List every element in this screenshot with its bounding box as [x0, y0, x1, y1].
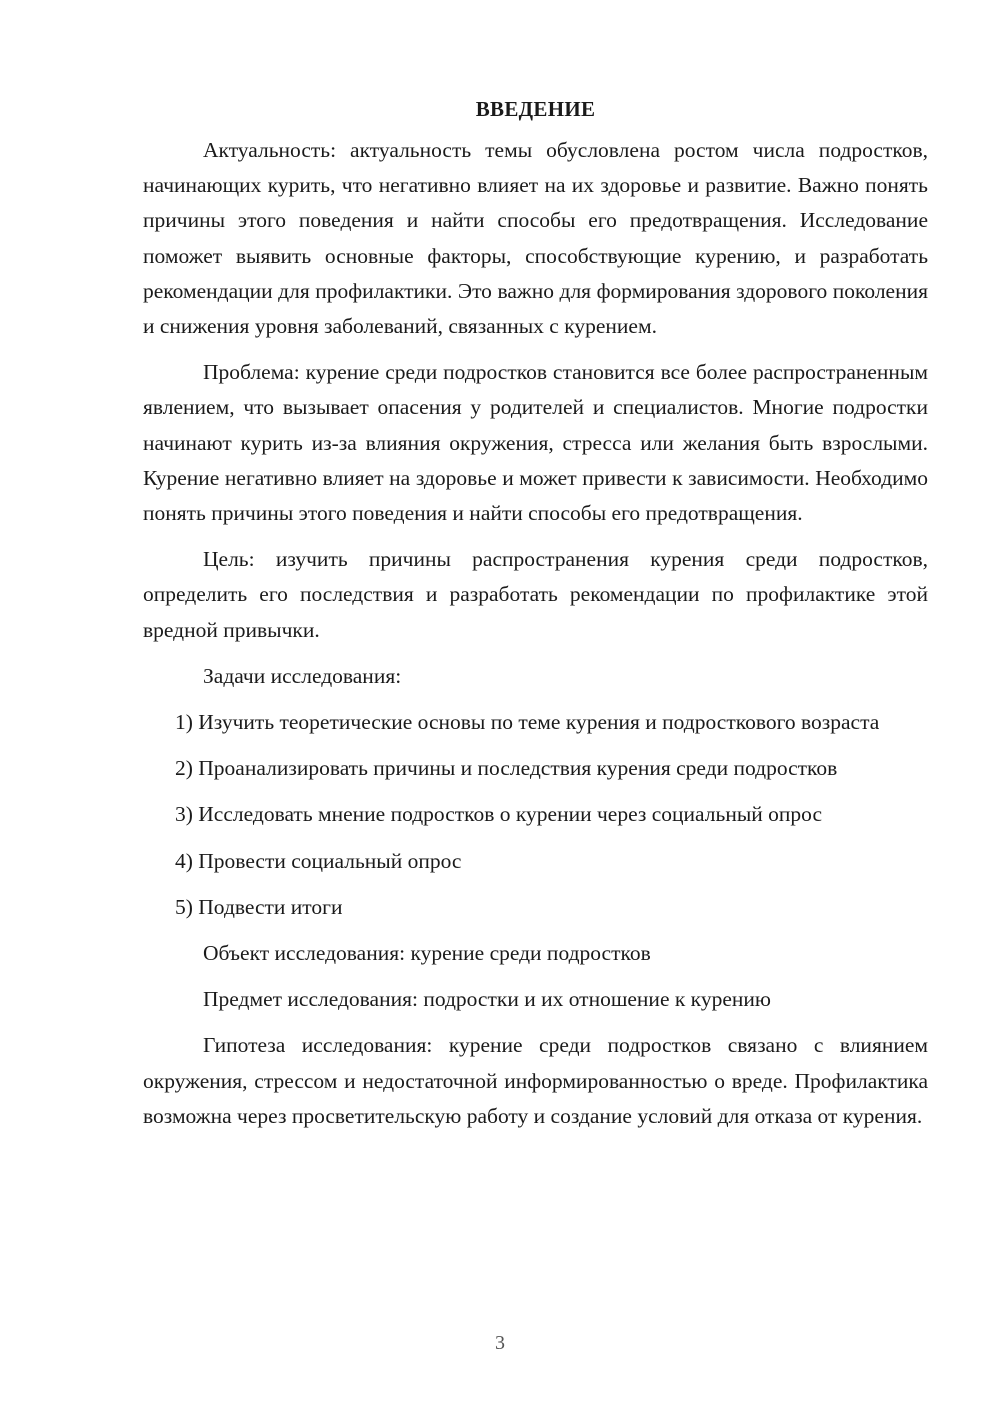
task-item: 2) Проанализировать причины и последствия курения среди подростков: [175, 756, 838, 781]
task-item: 1) Изучить теоретические основы по теме курения и подросткового возраста: [175, 710, 880, 735]
problem-paragraph: Проблема: курение среди подростков становится все более распространенным явлением, что вызывает опасения у родителей и специалистов. Многие подростки начинают курить из-за влияния окружения, стресса или желания быть взрослыми. Курение негативно влияет на здоровье и может привести к зависимости. Необходимо понять причины этого поведения и найти способы его предотвращения.: [143, 360, 928, 526]
relevance-paragraph: Актуальность: актуальность темы обусловлена ростом числа подростков, начинающих курить, что негативно влияет на их здоровье и развитие. Важно понять причины этого поведения и найти способы его предотвращения. Исследование поможет выявить основные факторы, способствующие курению, и разработать рекомендации для профилактики. Это важно для формирования здорового поколения и снижения уровня заболеваний, связанных с курением.: [143, 138, 928, 339]
page-content: [143, 92, 928, 1134]
task-item: 4) Провести социальный опрос: [175, 848, 462, 873]
page-title: ВВЕДЕНИЕ: [475, 97, 596, 121]
research-object: Объект исследования: курение среди подростков: [203, 941, 651, 966]
page-number: 3: [495, 1332, 505, 1354]
task-item: 3) Исследовать мнение подростков о курении через социальный опрос: [175, 802, 822, 827]
research-subject: Предмет исследования: подростки и их отношение к курению: [203, 987, 771, 1012]
hypothesis-paragraph: Гипотеза исследования: курение среди подростков связано с влиянием окружения, стрессом и недостаточной информированностью о вреде. Профилактика возможна через просветительскую работу и создание условий для отказа от курения.: [143, 1033, 928, 1128]
tasks-heading: Задачи исследования:: [203, 663, 402, 688]
task-item: 5) Подвести итоги: [175, 894, 343, 919]
goal-paragraph: Цель: изучить причины распространения курения среди подростков, определить его последствия и разработать рекомендации по профилактике этой вредной привычки.: [143, 547, 928, 642]
